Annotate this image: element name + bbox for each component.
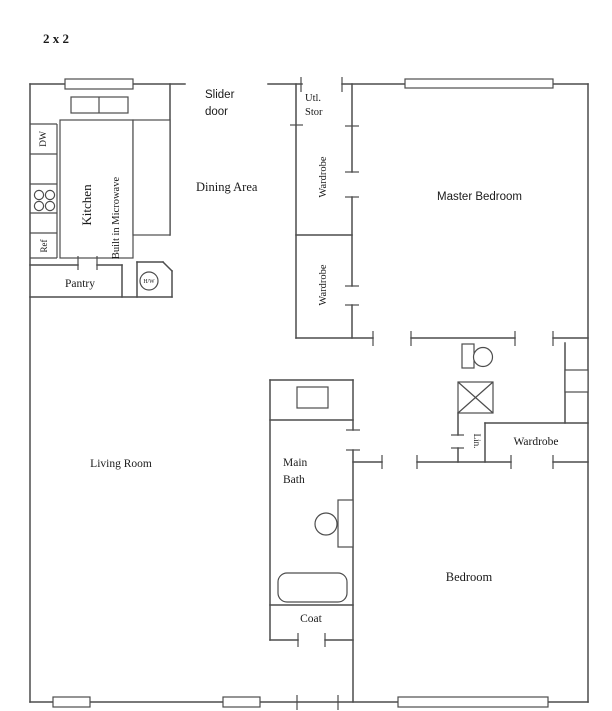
closet-shaft — [565, 343, 588, 423]
window-living-room-right — [223, 697, 260, 707]
wardrobe-corridor — [290, 84, 588, 346]
label-slider-door-line1: Slider — [205, 89, 235, 101]
window-bedroom — [398, 697, 548, 707]
label-refrigerator: Ref — [39, 239, 49, 253]
label-utility-storage-line2: Stor — [305, 107, 323, 118]
window-living-room-left — [53, 697, 90, 707]
label-hot-water: H/W — [143, 279, 155, 285]
kitchen-counter — [60, 120, 133, 258]
label-bedroom: Bedroom — [445, 570, 493, 584]
label-coat: Coat — [300, 613, 322, 625]
microwave-counter — [133, 120, 170, 235]
label-main-bath-line1: Main — [283, 457, 308, 469]
bath-sink — [297, 387, 328, 408]
label-pantry: Pantry — [64, 278, 96, 290]
coat-closet — [270, 605, 353, 647]
plan-title: 2 x 2 — [43, 31, 69, 46]
label-built-in-microwave: Built in Microwave — [111, 176, 122, 260]
label-wardrobe-1: Wardrobe — [318, 156, 329, 198]
window-master-bedroom — [405, 79, 553, 88]
label-living-room: Living Room — [90, 458, 152, 470]
label-wardrobe-2: Wardrobe — [318, 264, 329, 306]
label-wardrobe-3: Wardrobe — [513, 436, 559, 448]
main-bath-area — [270, 380, 360, 702]
label-utility-storage-line1: Utl. — [305, 93, 322, 104]
master-bath-area — [353, 343, 588, 469]
label-master-bedroom: Master Bedroom — [437, 191, 523, 203]
kitchen-area — [30, 84, 172, 297]
label-dishwasher: DW — [39, 131, 49, 147]
shaft-box — [565, 370, 588, 392]
label-slider-door-line2: door — [205, 106, 229, 118]
stove-burners — [34, 190, 54, 210]
label-dining-area: Dining Area — [196, 180, 258, 194]
window-kitchen — [65, 79, 133, 89]
label-linen: Lin. — [472, 433, 482, 449]
label-main-bath-line2: Bath — [283, 474, 305, 486]
bathtub — [278, 573, 347, 602]
toilet-master — [462, 344, 493, 368]
shower — [458, 382, 493, 413]
toilet-main — [315, 500, 353, 547]
label-kitchen: Kitchen — [79, 184, 94, 226]
